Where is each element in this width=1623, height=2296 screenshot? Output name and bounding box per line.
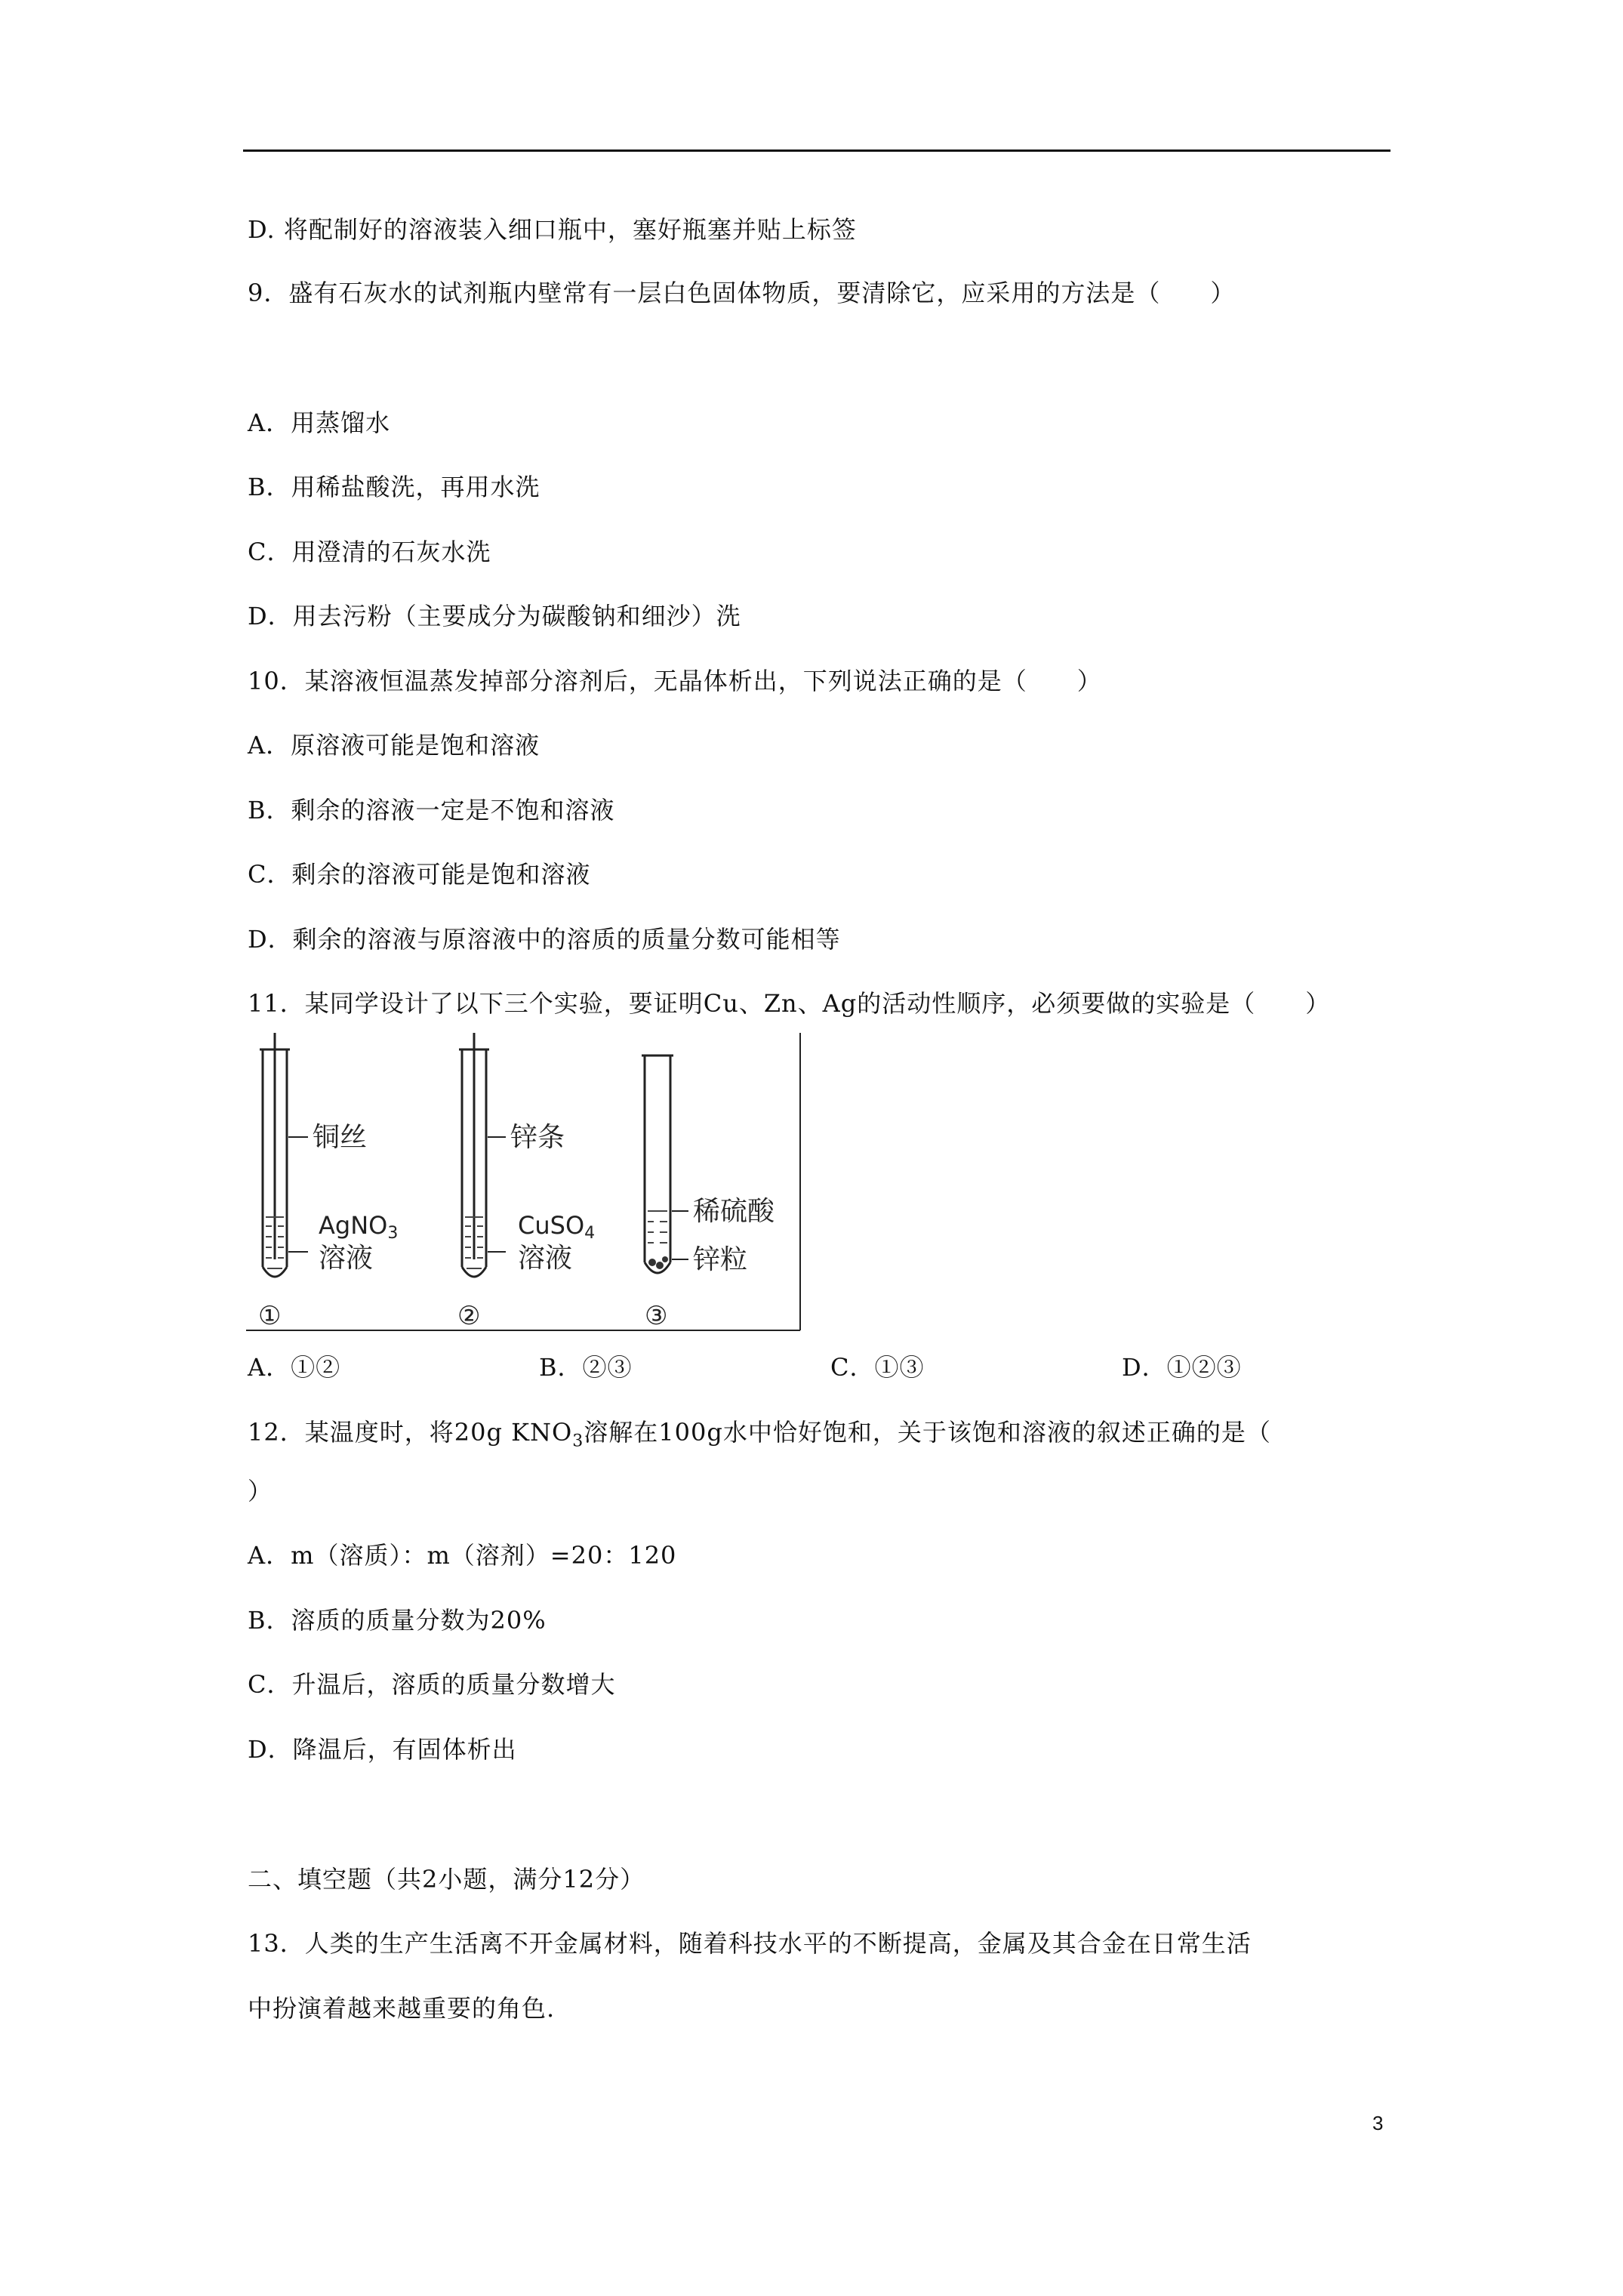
tube-3-number: ③: [645, 1301, 668, 1331]
q8-option-d: D. 将配制好的溶液装入细口瓶中，塞好瓶塞并贴上标签: [248, 215, 857, 244]
q12-option-d: D．降温后，有固体析出: [248, 1735, 517, 1764]
q11-experiment-figure: [246, 1033, 802, 1332]
q11-option-c: C．①③: [830, 1353, 925, 1382]
tube-2-number: ②: [457, 1301, 481, 1331]
section-2-heading: 二、填空题（共2小题，满分12分）: [248, 1865, 645, 1894]
tube-1-top-label: 铜丝: [313, 1122, 368, 1153]
q12-stem-part1: 12．某温度时，将20g KNO: [248, 1418, 573, 1447]
test-tube-2: [457, 1033, 595, 1331]
q9-stem: 9．盛有石灰水的试剂瓶内壁常有一层白色固体物质，要清除它，应采用的方法是（ ）: [248, 279, 1236, 307]
q10-option-a: A．原溶液可能是饱和溶液: [248, 731, 540, 760]
q13-line-2: 中扮演着越来越重要的角色.: [248, 1994, 556, 2023]
q13-line-1: 13．人类的生产生活离不开金属材料，随着科技水平的不断提高，金属及其合金在日常生活: [248, 1929, 1252, 1958]
q9-option-d: D．用去污粉（主要成分为碳酸钠和细沙）洗: [248, 602, 741, 630]
q12-option-c: C．升温后，溶质的质量分数增大: [248, 1670, 616, 1699]
tube-2-solution-label-2: 溶液: [518, 1243, 573, 1274]
q12-option-b: B．溶质的质量分数为20%: [248, 1606, 547, 1635]
q11-option-d: D．①②③: [1122, 1353, 1242, 1382]
header-rule: [243, 149, 1390, 152]
tube-1-solution-label: [319, 1211, 398, 1243]
test-tube-3: [642, 1056, 775, 1331]
tube-1-number: ①: [258, 1301, 282, 1331]
q10-option-d: D．剩余的溶液与原溶液中的溶质的质量分数可能相等: [248, 925, 841, 954]
tube-2-top-label: 锌条: [510, 1122, 565, 1153]
q12-stem-subscript: 3: [572, 1432, 584, 1451]
tube-1-solution-label-2: 溶液: [319, 1243, 374, 1274]
tube-1-solution-subscript: 3: [387, 1224, 399, 1243]
q12-option-a: A．m（溶质）：m（溶剂）=20：120: [248, 1541, 677, 1570]
tube-2-solution-subscript: 4: [584, 1224, 596, 1243]
q10-stem: 10．某溶液恒温蒸发掉部分溶剂后，无晶体析出，下列说法正确的是（ ）: [248, 667, 1102, 695]
q12-stem-line2: ）: [248, 1477, 273, 1505]
q9-option-c: C．用澄清的石灰水洗: [248, 538, 491, 566]
q11-stem: 11．某同学设计了以下三个实验，要证明Cu、Zn、Ag的活动性顺序，必须要做的实验是（ ）: [248, 989, 1331, 1018]
q10-option-b: B．剩余的溶液一定是不饱和溶液: [248, 796, 615, 824]
q9-option-b: B．用稀盐酸洗，再用水洗: [248, 473, 540, 501]
tube-1-solution-formula: AgNO: [319, 1211, 388, 1240]
test-tube-1: [258, 1033, 398, 1331]
page-number: 3: [1372, 2112, 1384, 2134]
q11-option-b: B．②③: [539, 1353, 633, 1382]
q11-option-a: A．①②: [248, 1353, 341, 1382]
tube-3-bottom-label: 锌粒: [693, 1244, 748, 1275]
q12-stem: [248, 1417, 1271, 1456]
tube-2-solution-formula: CuSO: [518, 1211, 585, 1240]
tube-3-top-label: 稀硫酸: [693, 1196, 775, 1227]
q12-stem-part2: 溶解在100g水中恰好饱和，关于该饱和溶液的叙述正确的是（: [584, 1418, 1271, 1447]
q10-option-c: C．剩余的溶液可能是饱和溶液: [248, 860, 591, 889]
tube-2-solution-label: [518, 1211, 595, 1243]
tube-3-acid: [648, 1211, 667, 1243]
zinc-granules: [648, 1256, 668, 1269]
q9-option-a: A．用蒸馏水: [248, 408, 391, 437]
